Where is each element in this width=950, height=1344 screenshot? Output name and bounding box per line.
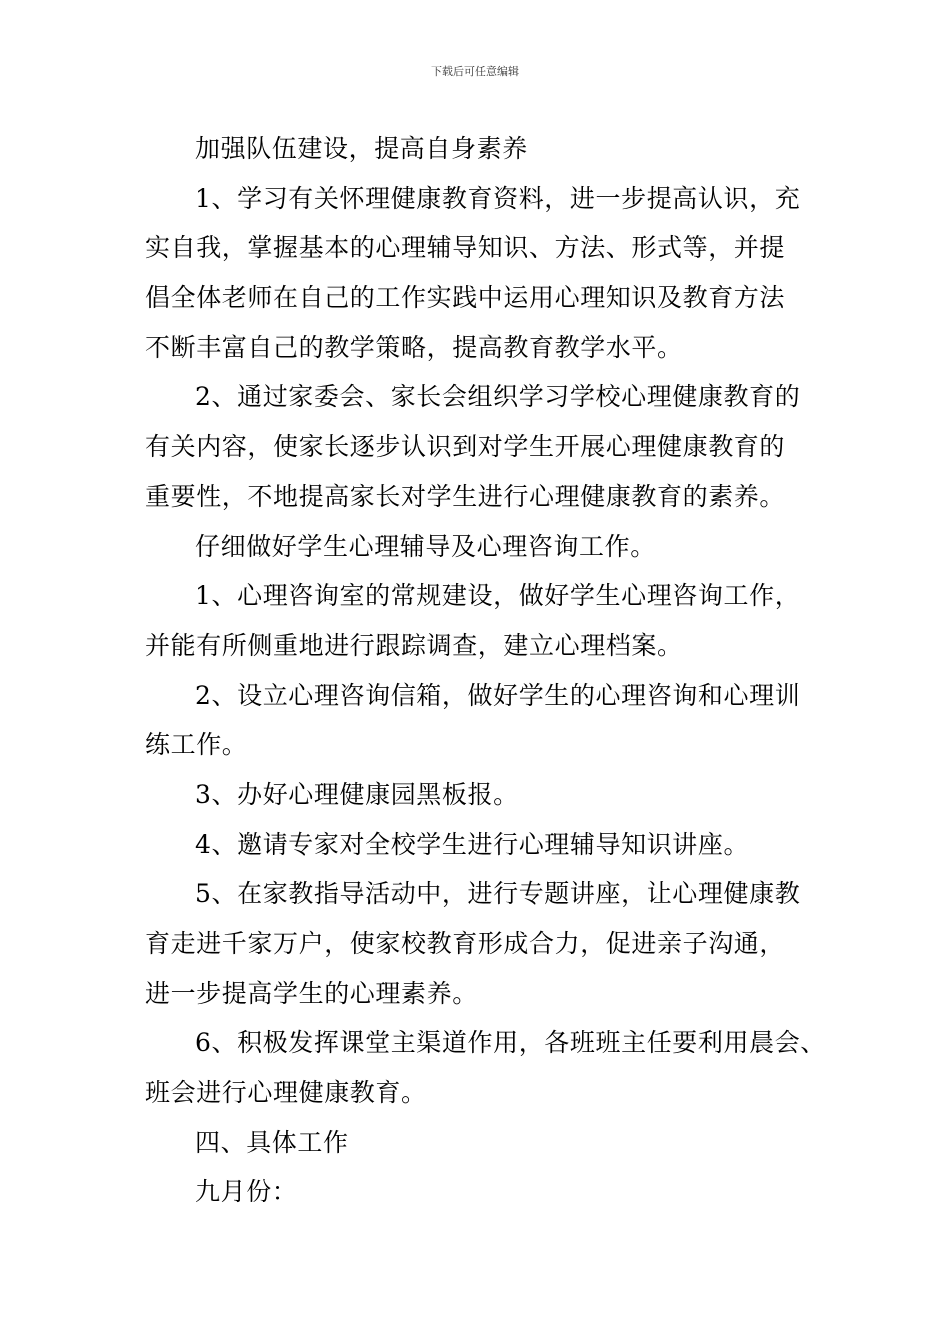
section-heading: 仔细做好学生心理辅导及心理咨询工作。 (195, 531, 656, 561)
paragraph-line: 6、积极发挥课堂主渠道作用，各班班主任要利用晨会、 (195, 1028, 826, 1058)
paragraph-line: 班会进行心理健康教育。 (145, 1078, 427, 1108)
paragraph-line: 4、邀请专家对全校学生进行心理辅导知识讲座。 (195, 829, 750, 859)
paragraph-line: 5、在家教指导活动中，进行专题讲座，让心理健康教 (195, 879, 801, 909)
paragraph-line: 不断丰富自己的教学策略，提高教育教学水平。 (145, 332, 683, 362)
paragraph-line: 2、通过家委会、家长会组织学习学校心理健康教育的 (195, 382, 801, 412)
section-heading: 加强队伍建设，提高自身素养 (195, 134, 528, 163)
paragraph-line: 重要性，不地提高家长对学生进行心理健康教育的素养。 (145, 481, 786, 511)
section-heading: 四、具体工作 (195, 1127, 349, 1157)
document-body (145, 124, 825, 1217)
paragraph-line: 育走进千家万户，使家校教育形成合力，促进亲子沟通， (145, 929, 786, 958)
paragraph-line: 进一步提高学生的心理素养。 (145, 978, 478, 1008)
paragraph-line: 有关内容，使家长逐步认识到对学生开展心理健康教育的 (145, 432, 786, 462)
paragraph-line: 1、学习有关怀理健康教育资料，进一步提高认识，充 (195, 183, 801, 213)
paragraph-line: 2、设立心理咨询信箱，做好学生的心理咨询和心理训 (195, 680, 801, 710)
paragraph-line: 实自我，掌握基本的心理辅导知识、方法、形式等，并提 (145, 233, 786, 263)
paragraph-line: 倡全体老师在自己的工作实践中运用心理知识及教育方法 (145, 283, 786, 313)
paragraph-line: 练工作。 (145, 730, 248, 760)
paragraph-line: 1、心理咨询室的常规建设，做好学生心理咨询工作， (195, 581, 801, 611)
page-header: 下载后可任意编辑 (431, 65, 519, 78)
paragraph-line: 并能有所侧重地进行跟踪调查，建立心理档案。 (145, 630, 683, 660)
paragraph-line: 3、办好心理健康园黑板报。 (195, 779, 519, 809)
section-heading: 九月份： (195, 1177, 298, 1207)
